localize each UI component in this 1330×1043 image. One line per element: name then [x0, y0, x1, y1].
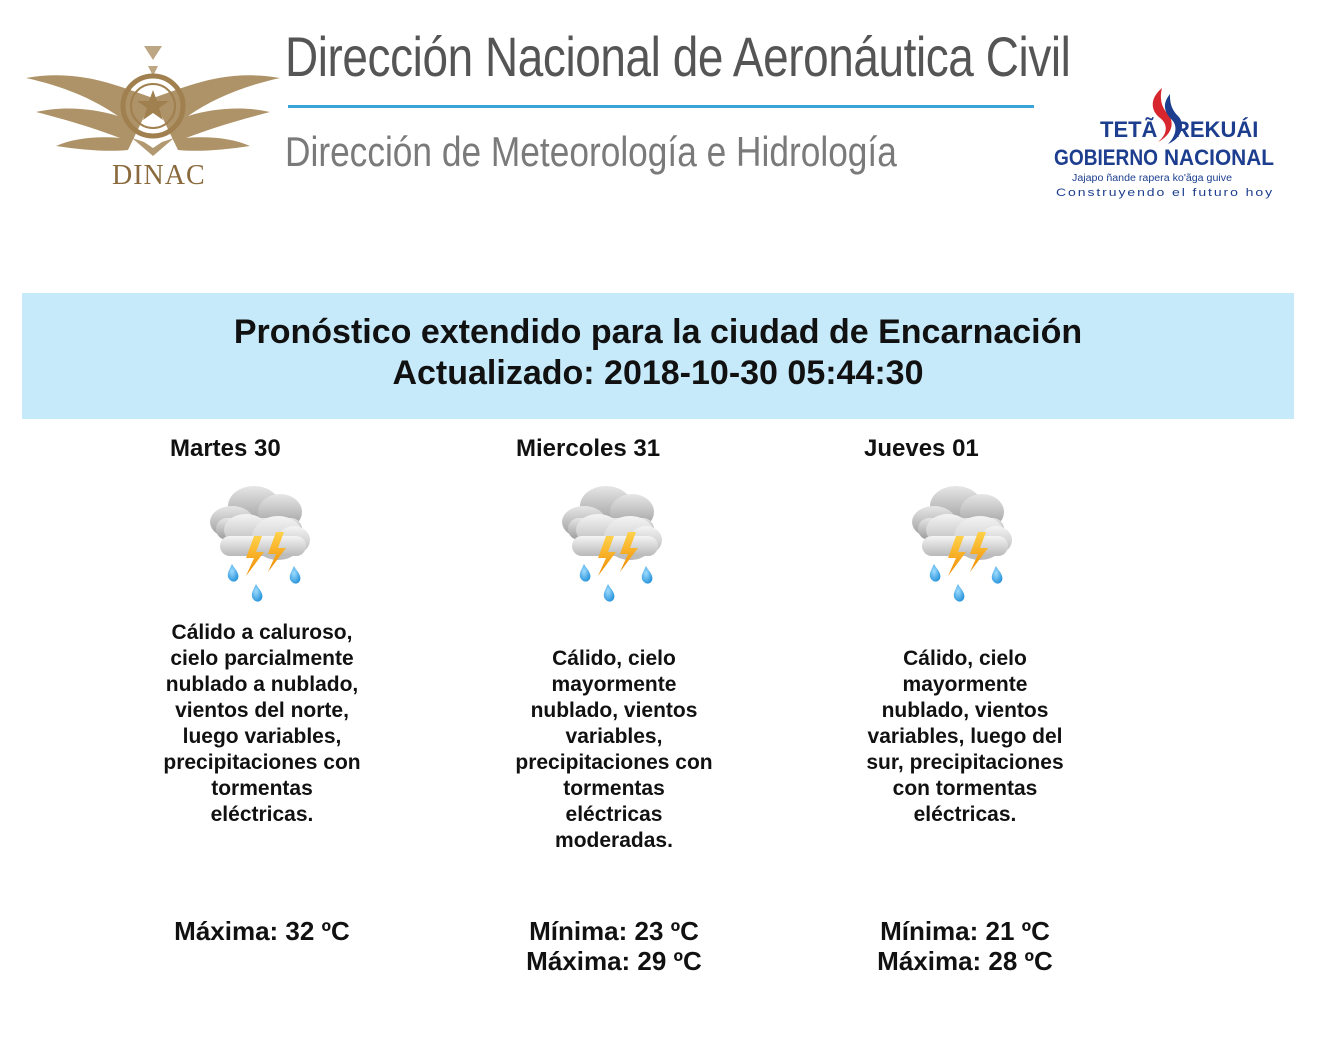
- gov-logo-line1-left: TETÃ: [1100, 117, 1158, 142]
- day-max-temp: Máxima: 29 ºC: [526, 946, 702, 976]
- day-name: Miercoles 31: [516, 435, 661, 462]
- day-name: Jueves 01: [864, 435, 979, 462]
- storm-rain-icon: [558, 478, 668, 610]
- storm-rain-icon: [908, 478, 1018, 610]
- org-subtitle: Dirección de Meteorología e Hidrología: [285, 128, 897, 175]
- gov-logo-line2-left: GOBIERNO: [1054, 145, 1158, 170]
- day-max-temp: Máxima: 32 ºC: [174, 916, 350, 946]
- storm-rain-icon: [206, 478, 316, 610]
- day-min-temp: Mínima: 21 ºC: [880, 916, 1050, 946]
- title-divider: [288, 105, 1034, 108]
- gov-logo-line2-right: NACIONAL: [1164, 145, 1274, 170]
- day-description: Cálido, cielo mayormente nublado, vientos variables, precipitaciones con tormentas eléctricas moderadas.: [515, 647, 713, 852]
- gov-logo-tagline2: Construyendo el futuro hoy: [1056, 187, 1274, 199]
- page-header: [0, 0, 1330, 230]
- day-name: Martes 30: [170, 435, 281, 462]
- forecast-updated: Actualizado: 2018-10-30 05:44:30: [392, 354, 924, 392]
- dinac-logo-text: DINAC: [112, 160, 206, 191]
- gov-logo-line1-right: REKUÁI: [1174, 117, 1259, 142]
- gobierno-nacional-logo: [1050, 80, 1285, 205]
- day-description: Cálido, cielo mayormente nublado, vientos variables, luego del sur, precipitaciones con tormentas eléctricas.: [866, 647, 1064, 826]
- forecast-title: Pronóstico extendido para la ciudad de Encarnación: [233, 313, 1083, 351]
- day-description: Cálido a caluroso, cielo parcialmente nublado a nublado, vientos del norte, luego variables, precipitaciones con tormentas eléctricas.: [163, 621, 361, 826]
- day-min-temp: Mínima: 23 ºC: [529, 916, 699, 946]
- org-title: Dirección Nacional de Aeronáutica Civil: [285, 25, 1071, 88]
- forecast-banner: [22, 293, 1294, 419]
- gov-logo-tagline1: Jajapo ñande rapera ko'ãga guive: [1072, 173, 1233, 184]
- day-max-temp: Máxima: 28 ºC: [877, 946, 1053, 976]
